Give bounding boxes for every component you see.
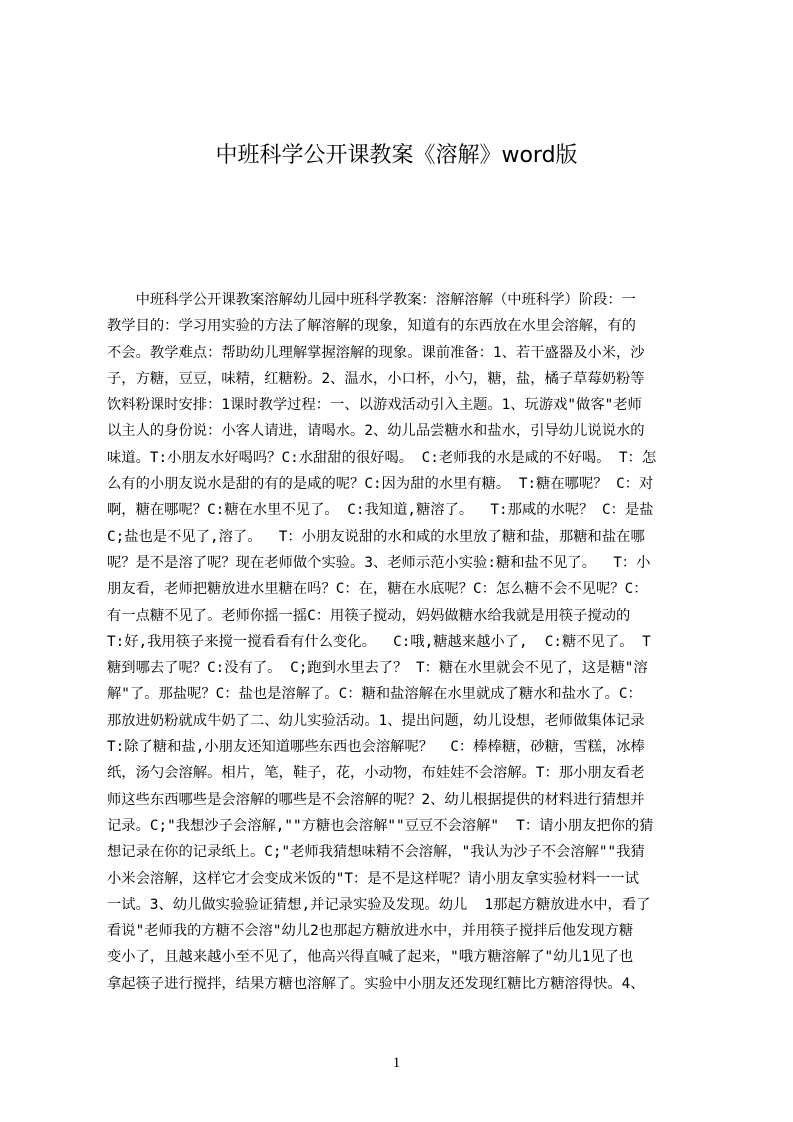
body-text-line: 教学目的：学习用实验的方法了解溶解的现象，知道有的东西放在水里会溶解，有的 (107, 318, 636, 335)
page-number: 1 (392, 1055, 401, 1071)
body-text-line: 师这些东西哪些是会溶解的哪些是不会溶解的呢？2、幼儿根据提供的材料进行猜想并 (107, 791, 645, 808)
body-text-line: 中班科学公开课教案溶解幼儿园中班科学教案：溶解溶解（中班科学）阶段：一 (107, 292, 636, 308)
body-text-line: 一试。3、幼儿做实验验证猜想,并记录实验及发现。幼儿 1那起方糖放进水中，看了 (107, 896, 651, 913)
body-text-line: 么有的小朋友说水是甜的有的是咸的呢？C:因为甜的水里有糖。 T:糖在哪呢？ C：对 (107, 476, 654, 493)
body-text-line: 味道。T:小朋友水好喝吗？C:水甜甜的很好喝。 C:老师我的水是咸的不好喝。 T：怎 (107, 449, 657, 466)
body-text-line: 变小了，且越来越小至不见了，他高兴得直喊了起来，"哦方糖溶解了"幼儿1见了也 (107, 949, 634, 966)
body-text-line: 有一点糖不见了。老师你摇一摇C：用筷子搅动，妈妈做糖水给我就是用筷子搅动的 (107, 607, 631, 624)
body-text-line: 小米会溶解，这样它才会变成米饭的"T：是不是这样呢？请小朋友拿实验材料一一试 (107, 870, 639, 887)
document-body (107, 287, 697, 992)
body-text-line: 呢？是不是溶了呢？现在老师做个实验。3、老师示范小实验:糖和盐不见了。 T：小 (107, 554, 651, 571)
body-text-line: 看说"老师我的方糖不会溶"幼儿2也那起方糖放进水中，并用筷子搅拌后他发现方糖 (107, 923, 634, 940)
body-text-line: 啊，糖在哪呢？C:糖在水里不见了。 C:我知道,糖溶了。 T:那咸的水呢？ C：是盐 (107, 502, 654, 519)
body-text-line: 解"了。那盐呢？C：盐也是溶解了。C：糖和盐溶解在水里就成了糖水和盐水了。C： (107, 686, 642, 703)
document-title: 中班科学公开课教案《溶解》word版 (215, 143, 578, 168)
body-text-line: 不会。教学难点：帮助幼儿理解掌握溶解的现象。课前准备：1、若干盛器及小米，沙 (107, 344, 645, 361)
body-text-line: 朋友看，老师把糖放进水里糖在吗？C：在，糖在水底呢？C：怎么糖不会不见呢？C： (107, 581, 648, 598)
body-text-line: 子，方糖，豆豆，味精，红糖粉。2、温水，小口杯，小勺，糖，盐，橘子草莓奶粉等 (107, 370, 645, 387)
body-text-line: 以主人的身份说：小客人请进，请喝水。2、幼儿品尝糖水和盐水，引导幼儿说说水的 (107, 423, 645, 440)
body-text-line: T:除了糖和盐,小朋友还知道哪些东西也会溶解呢？ C：棒棒糖，砂糖，雪糕，冰棒 (107, 739, 645, 756)
body-text-line: 记录。C;"我想沙子会溶解,""方糖也会溶解""豆豆不会溶解" T：请小朋友把你的猜 (107, 817, 654, 834)
body-text-line: 纸，汤勺会溶解。相片，笔，鞋子，花，小动物，布娃娃不会溶解。T：那小朋友看老 (107, 765, 645, 782)
body-text-line: 饮料粉课时安排：1课时教学过程：一、以游戏活动引入主题。1、玩游戏"做客"老师 (107, 397, 642, 414)
body-text-line: 想记录在你的记录纸上。C;"老师我猜想味精不会溶解，"我认为沙子不会溶解""我猜 (107, 844, 645, 861)
body-text-line: C;盐也是不见了,溶了。 T：小朋友说甜的水和咸的水里放了糖和盐，那糖和盐在哪 (107, 528, 645, 545)
body-text-line: 糖到哪去了呢？C:没有了。 C;跑到水里去了？ T：糖在水里就会不见了，这是糖"溶 (107, 660, 648, 677)
body-text-line: 拿起筷子进行搅拌，结果方糖也溶解了。实验中小朋友还发现红糖比方糖溶得快。4、 (107, 975, 645, 992)
body-text-line: T:好,我用筷子来搅一搅看看有什么变化。 C:哦,糖越来越小了, C:糖不见了。 T (107, 633, 651, 650)
body-text-line: 那放进奶粉就成牛奶了二、幼儿实验活动。1、提出问题，幼儿设想，老师做集体记录 (107, 712, 645, 729)
